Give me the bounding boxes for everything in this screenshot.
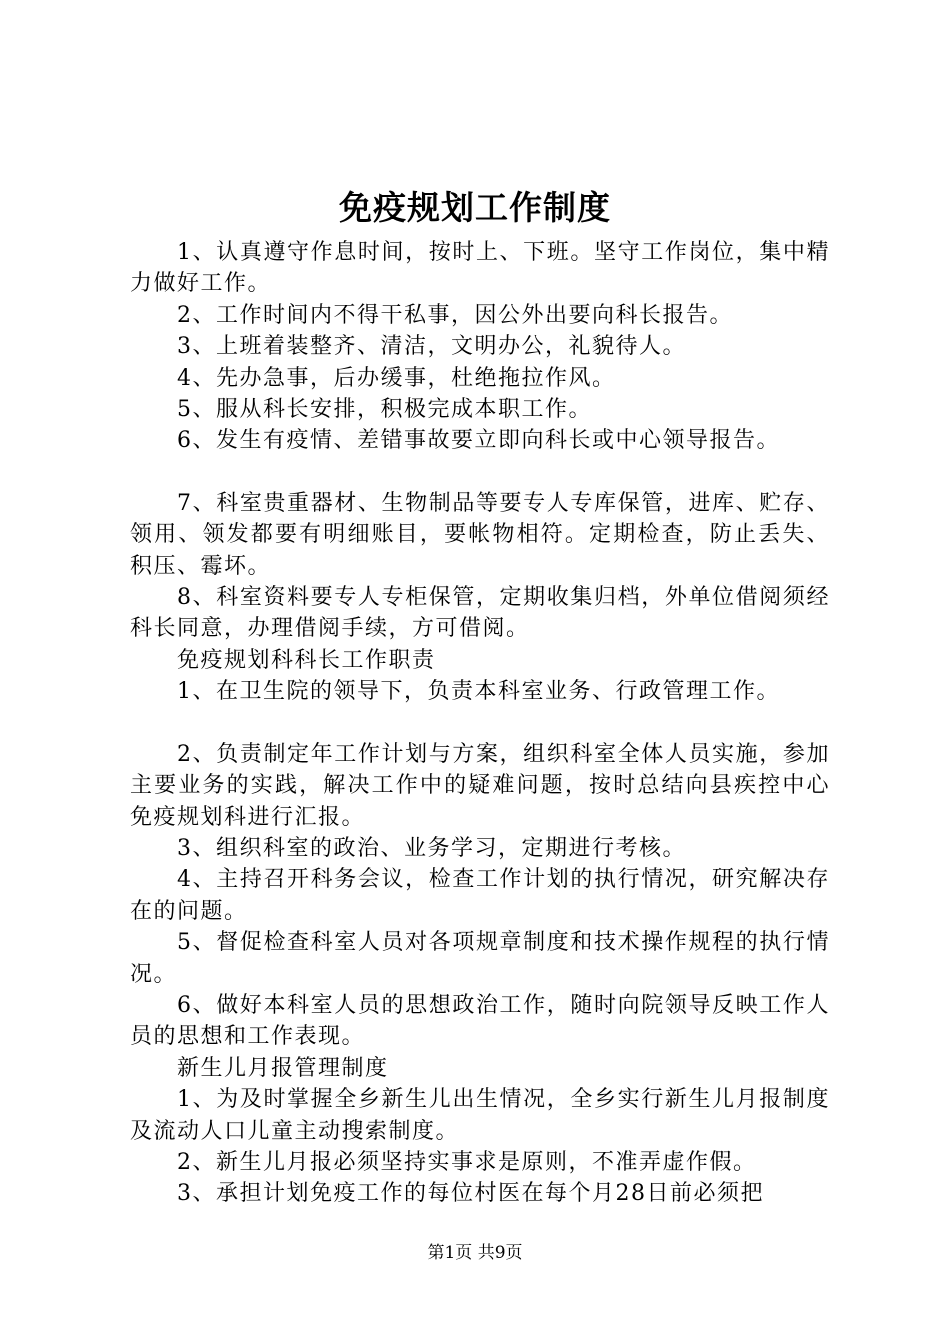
- paragraph: 1、认真遵守作息时间，按时上、下班。坚守工作岗位，集中精力做好工作。: [130, 240, 830, 297]
- paragraph: 1、为及时掌握全乡新生儿出生情况，全乡实行新生儿月报制度及流动人口儿童主动搜索制度。: [130, 1087, 830, 1144]
- section-heading: 免疫规划科科长工作职责: [177, 647, 436, 673]
- paragraph: 4、主持召开科务会议，检查工作计划的执行情况，研究解决存在的问题。: [130, 867, 830, 924]
- paragraph: 3、组织科室的政治、业务学习，定期进行考核。: [177, 835, 686, 861]
- paragraph: 7、科室贵重器材、生物制品等要专人专库保管，进库、贮存、领用、领发都要有明细账目，要帐物相符。定期检查，防止丢失、积压、霉坏。: [130, 490, 830, 579]
- paragraph: 5、督促检查科室人员对各项规章制度和技术操作规程的执行情况。: [130, 930, 830, 987]
- paragraph: 2、新生儿月报必须坚持实事求是原则，不准弄虚作假。: [177, 1149, 757, 1175]
- section-heading: 新生儿月报管理制度: [177, 1055, 389, 1081]
- paragraph: 2、工作时间内不得干私事，因公外出要向科长报告。: [177, 302, 733, 328]
- paragraph: 4、先办急事，后办缓事，杜绝拖拉作风。: [177, 365, 616, 391]
- paragraph: 5、服从科长安排，积极完成本职工作。: [177, 397, 592, 423]
- document-body: [130, 237, 830, 1210]
- paragraph: 6、发生有疫情、差错事故要立即向科长或中心领导报告。: [177, 428, 780, 454]
- paragraph: 3、上班着装整齐、清洁，文明办公，礼貌待人。: [177, 334, 686, 360]
- paragraph: 6、做好本科室人员的思想政治工作，随时向院领导反映工作人员的思想和工作表现。: [130, 992, 830, 1050]
- document-title: 免疫规划工作制度: [339, 188, 611, 227]
- paragraph: 2、负责制定年工作计划与方案，组织科室全体人员实施，参加主要业务的实践，解决工作中的疑难问题，按时总结向县疾控中心免疫规划科进行汇报。: [130, 741, 830, 830]
- paragraph: 3、承担计划免疫工作的每位村医在每个月28日前必须把: [177, 1181, 764, 1207]
- page-footer: 第1页 共9页: [427, 1243, 523, 1263]
- paragraph: 8、科室资料要专人专柜保管，定期收集归档，外单位借阅须经科长同意，办理借阅手续，方可借阅。: [130, 585, 830, 642]
- paragraph: 1、在卫生院的领导下，负责本科室业务、行政管理工作。: [177, 679, 780, 705]
